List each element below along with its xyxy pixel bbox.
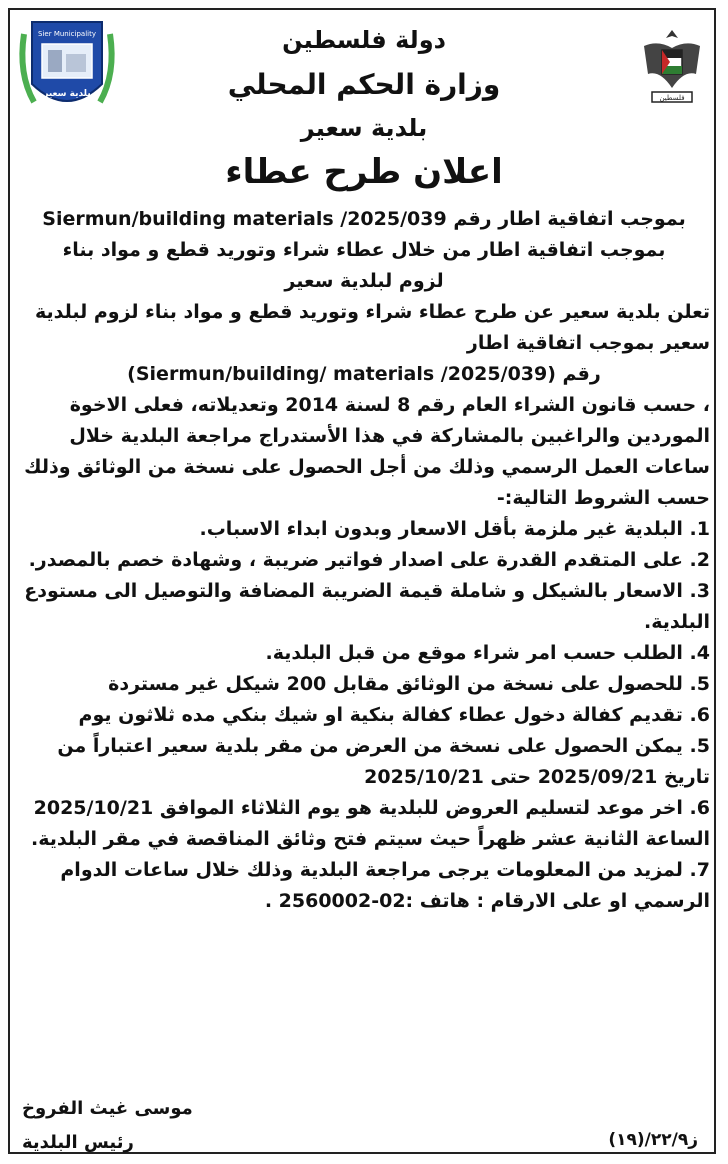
condition-item: 6. تقديم كفالة دخول عطاء كفالة بنكية او شيك بنكي مده ثلاثون يوم [78, 704, 710, 726]
emblem-label: فلسطين [659, 94, 685, 102]
announcement-title: اعلان طرح عطاء [225, 152, 503, 192]
muni-logo-top-text: Sier Municipality [38, 30, 96, 38]
tender-purpose-line: لزوم لبلدية سعير [284, 270, 444, 292]
condition-item: 2. على المتقدم القدرة على اصدار فواتير ضريبة ، وشهادة خصم بالمصدر. [28, 549, 710, 571]
signatory-title: رئيس البلدية [22, 1132, 134, 1153]
condition-item: 5. للحصول على نسخة من الوثائق مقابل 200 شيكل غير مستردة [108, 673, 710, 695]
country-name: دولة فلسطين [282, 26, 446, 54]
procurement-law-paragraph: ، حسب قانون الشراء العام رقم 8 لسنة 2014 وتعديلاته، فعلى الاخوة الموردين والراغبين بالمشاركة في هذا الأستدراج مراجعة البلدية خلال ساعات العمل الرسمي وذلك من أجل الحصول على نسخة من الوثائق وذلك حسب الشروط التالية:- [24, 394, 710, 509]
condition-item: 5. يمكن الحصول على نسخة من العرض من مقر بلدية سعير اعتباراً من تاريخ 2025/09/21 حتى 2025/10/21 [57, 735, 710, 788]
signatory-name: موسى غيث الفروخ [22, 1098, 193, 1119]
tender-subject-line: بموجب اتفاقية اطار من خلال عطاء شراء وتوريد قطع و مواد بناء [62, 239, 666, 261]
agreement-number: رقم (039/Siermun/building/ materials /2025) [127, 363, 601, 385]
condition-item: 4. الطلب حسب امر شراء موقع من قبل البلدية. [265, 642, 710, 664]
condition-item: 3. الاسعار بالشيكل و شاملة قيمة الضريبة المضافة والتوصيل الى مستودع البلدية. [24, 580, 710, 633]
condition-item: 6. اخر موعد لتسليم العروض للبلدية هو يوم الثلاثاء الموافق 2025/10/21 الساعة الثانية عشر ظهراً حيث سيتم فتح وثائق المناقصة في مقر البلدية. [30, 797, 710, 850]
announcement-paragraph: تعلن بلدية سعير عن طرح عطاء شراء وتوريد قطع و مواد بناء لزوم لبلدية سعير بموجب اتفاقية اطار [34, 301, 710, 354]
framework-agreement-line: بموجب اتفاقية اطار رقم 039/Siermun/building materials /2025 [42, 208, 686, 230]
ministry-name: وزارة الحكم المحلي [227, 68, 501, 101]
condition-item: 1. البلدية غير ملزمة بأقل الاسعار وبدون ابداء الاسباب. [199, 518, 710, 540]
publication-code: ز٢٢/٩/(١٩) [608, 1130, 698, 1150]
muni-logo-bottom-text: بلدية سعير [43, 89, 91, 99]
municipality-name: بلدية سعير [300, 114, 428, 142]
announcement-body [18, 204, 710, 917]
condition-item: 7. لمزيد من المعلومات يرجى مراجعة البلدية وذلك خلال ساعات الدوام الرسمي او على الارقام : هاتف :02-2560002 . [60, 859, 710, 912]
